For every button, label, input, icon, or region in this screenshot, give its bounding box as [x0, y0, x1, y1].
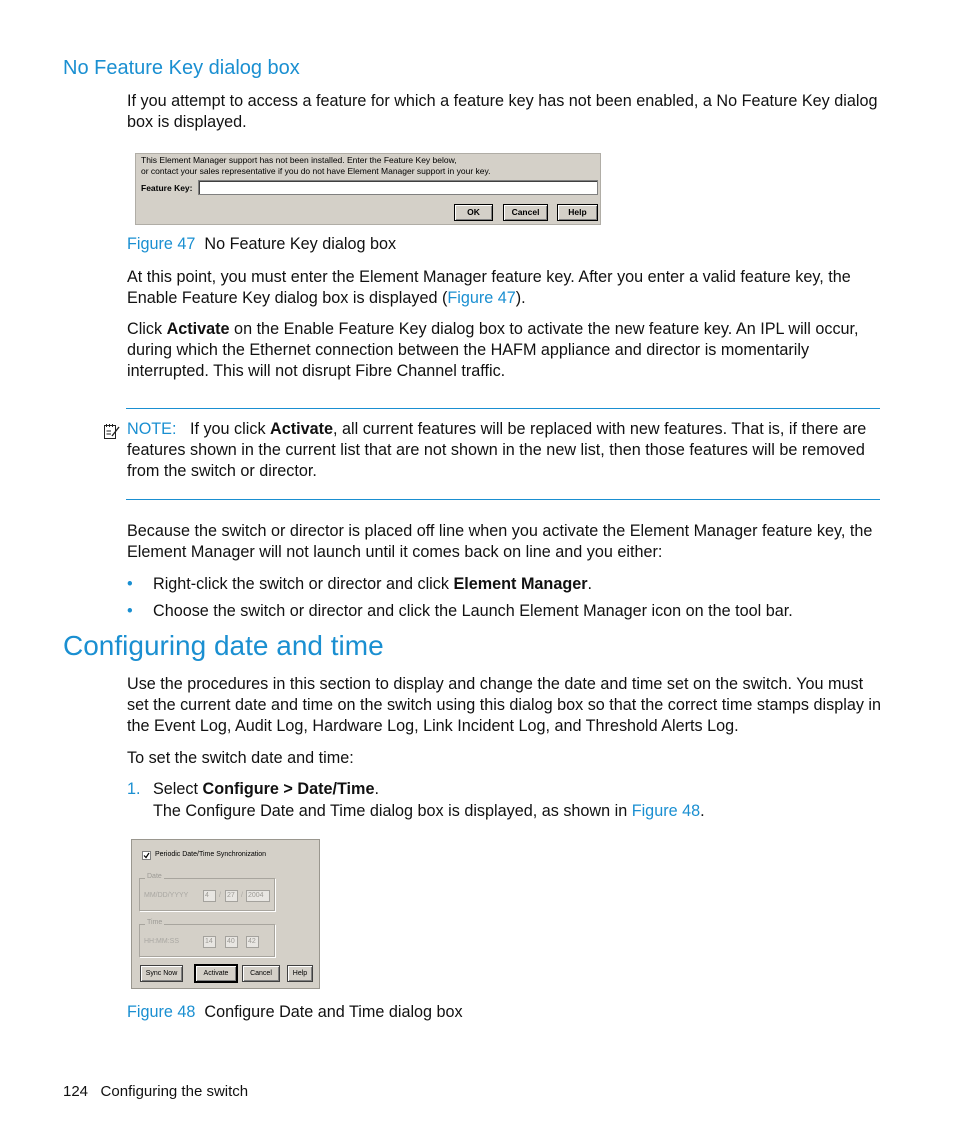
- feature-key-label: Feature Key:: [141, 183, 193, 193]
- bullet-item-1: [127, 574, 593, 595]
- figure-47-caption: [127, 234, 396, 255]
- bullet-icon: •: [127, 602, 133, 620]
- page-footer: [63, 1083, 248, 1100]
- note-prefix: If you click: [189, 420, 271, 438]
- activate-rest: on the Enable Feature Key dialog box to activate the new feature key. An IPL will occur, during which the Ethernet connection between the HAFM appliance and director is momentarily interrupted. This will not disrupt Fibre Channel traffic.: [127, 320, 859, 380]
- sync-now-button[interactable]: Sync Now: [140, 965, 183, 982]
- step-1-detail: [153, 801, 705, 822]
- note-pad-icon: [103, 422, 121, 440]
- figure-48-text: Configure Date and Time dialog box: [204, 1003, 463, 1021]
- date-format-label: MM/DD/YYYY: [144, 892, 189, 899]
- bullet-1-suffix: .: [587, 575, 593, 593]
- because-paragraph: Because the switch or director is placed off line when you activate the Element Manager feature key, the Element Manager will not launch until it comes back on line and you either:: [127, 522, 873, 561]
- help-button[interactable]: Help: [557, 204, 598, 221]
- figure-48-label: Figure 48: [127, 1003, 196, 1021]
- step-1: [127, 779, 379, 800]
- cancel-button[interactable]: Cancel: [242, 965, 280, 982]
- note-label: NOTE:: [127, 420, 177, 438]
- note-bottom-rule: [126, 499, 880, 500]
- checkmark-icon: [143, 852, 150, 859]
- dialog-message-line1: This Element Manager support has not been installed. Enter the Feature Key below,: [141, 155, 457, 165]
- step-1-detail-text: The Configure Date and Time dialog box is displayed, as shown in: [153, 802, 632, 820]
- year-field[interactable]: 2004: [246, 890, 270, 902]
- time-group: [139, 919, 275, 957]
- month-field[interactable]: 4: [203, 890, 216, 902]
- day-field[interactable]: 27: [225, 890, 238, 902]
- intro-paragraph: If you attempt to access a feature for which a feature key has not been enabled, a No Feature Key dialog box is displayed.: [127, 92, 878, 131]
- figure-47-link[interactable]: Figure 47: [447, 289, 516, 307]
- ok-button[interactable]: OK: [454, 204, 493, 221]
- date-separator: /: [241, 892, 243, 899]
- minute-field[interactable]: 40: [225, 936, 238, 948]
- bullet-item-2: [127, 601, 793, 622]
- figure-48-link[interactable]: Figure 48: [631, 802, 701, 820]
- paragraph-after-figure-47: [127, 267, 887, 309]
- note-top-rule: [126, 408, 880, 409]
- bullet-icon: •: [127, 575, 133, 593]
- date-separator: /: [219, 892, 221, 899]
- feature-key-input[interactable]: [198, 180, 598, 195]
- paragraph-text-end: ).: [515, 289, 526, 307]
- cancel-button[interactable]: Cancel: [503, 204, 548, 221]
- to-set-line: To set the switch date and time:: [127, 749, 354, 767]
- step-1-detail-end: .: [700, 802, 705, 820]
- paragraph-text: At this point, you must enter the Element Manager feature key. After you enter a valid feature key, the Enable Feature Key dialog box is displayed (: [127, 268, 851, 307]
- section-heading-configuring-date-time: Configuring date and time: [63, 630, 384, 661]
- hour-field[interactable]: 14: [203, 936, 216, 948]
- dialog-message-line2: or contact your sales representative if you do not have Element Manager support in your key.: [141, 166, 491, 176]
- time-format-label: HH:MM:SS: [144, 938, 179, 945]
- section-heading-no-feature-key: No Feature Key dialog box: [63, 57, 300, 79]
- activate-bold: Activate: [166, 320, 230, 338]
- periodic-sync-label: Periodic Date/Time Synchronization: [155, 851, 267, 858]
- page-number: 124: [63, 1083, 89, 1100]
- step-1-bold: Configure > Date/Time: [202, 780, 375, 798]
- bullet-1-prefix: Right-click the switch or director and click: [153, 575, 454, 593]
- note-paragraph: [127, 419, 887, 482]
- time-group-title: Time: [147, 919, 163, 926]
- step-1-number: 1.: [127, 780, 141, 798]
- help-button[interactable]: Help: [287, 965, 313, 982]
- activate-paragraph: [127, 319, 887, 382]
- activate-prefix: Click: [127, 320, 167, 338]
- date-group: [139, 873, 275, 911]
- date-group-title: Date: [147, 873, 162, 880]
- note-bold: Activate: [270, 420, 334, 438]
- note-rest: , all current features will be replaced with new features. That is, if there are features shown in the current list that are not shown in the new list, then those features will be removed from the switch or director.: [127, 420, 867, 480]
- periodic-sync-checkbox[interactable]: [142, 851, 151, 860]
- activate-button[interactable]: Activate: [195, 965, 237, 982]
- section2-intro: Use the procedures in this section to display and change the date and time set on the switch. You must set the current date and time on the switch using this dialog box so that the correct time stamps display in the Event Log, Audit Log, Hardware Log, Link Incident Log, and Threshold Alerts Log.: [127, 675, 882, 735]
- configure-date-time-dialog: [131, 839, 320, 989]
- second-field[interactable]: 42: [246, 936, 259, 948]
- step-1-suffix: .: [374, 780, 379, 798]
- no-feature-key-dialog: [135, 153, 601, 225]
- step-1-prefix: Select: [153, 780, 203, 798]
- figure-47-label: Figure 47: [127, 235, 196, 253]
- footer-section: Configuring the switch: [100, 1083, 249, 1100]
- figure-47-text: No Feature Key dialog box: [204, 235, 397, 253]
- bullet-2-text: Choose the switch or director and click the Launch Element Manager icon on the tool bar.: [153, 602, 793, 620]
- figure-48-caption: [127, 1002, 463, 1023]
- bullet-1-bold: Element Manager: [453, 575, 588, 593]
